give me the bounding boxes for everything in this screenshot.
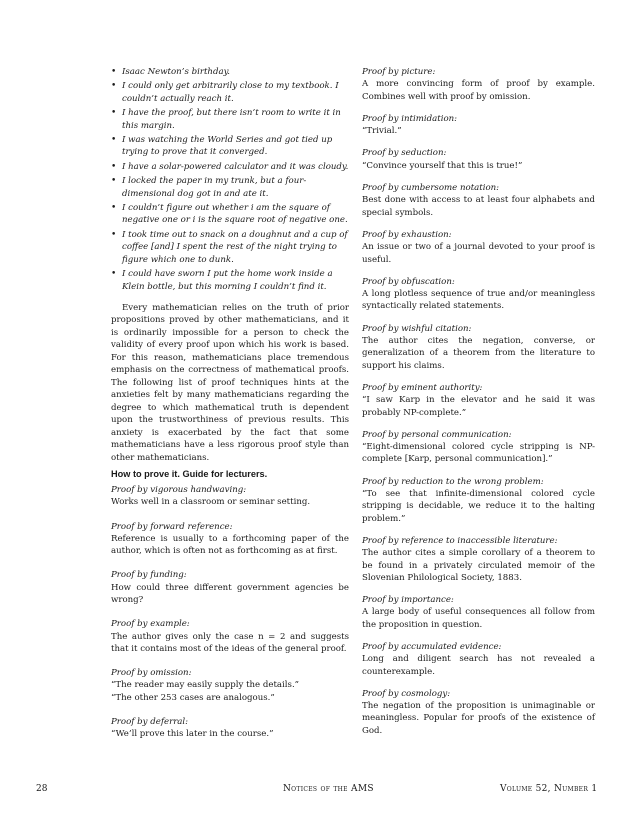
volume-info: Volume 52, Number 1	[500, 784, 598, 794]
proof-entry	[111, 569, 349, 606]
proof-name: Proof by exhaustion:	[362, 229, 452, 240]
proof-entry	[362, 182, 595, 219]
proof-entry	[362, 594, 595, 631]
proof-name: Proof by deferral:	[111, 717, 189, 728]
proof-description: “I saw Karp in the elevator and he said it was probably NP-complete.”	[362, 395, 595, 418]
proof-description: “Eight-dimensional colored cycle stripping is NP-complete [Karp, personal communication].”	[362, 442, 595, 465]
proof-name: Proof by seduction:	[362, 148, 447, 159]
proof-description: A long plotless sequence of true and/or meaningless syntactically related statements.	[362, 289, 595, 312]
proof-name: Proof by forward reference:	[111, 521, 233, 532]
proof-description: A large body of useful consequences all follow from the proposition in question.	[362, 607, 595, 630]
proof-entry	[362, 429, 595, 466]
proof-entry	[362, 66, 595, 103]
proof-description: “The other 253 cases are analogous.”	[111, 692, 275, 703]
proof-entry	[111, 484, 349, 509]
proof-entry	[362, 323, 595, 372]
proof-description: Best done with access to at least four alphabets and special symbols.	[362, 195, 595, 218]
proof-description: “We’ll prove this later in the course.”	[111, 729, 274, 740]
excuse-list	[111, 66, 349, 293]
excuse-item: • I was watching the World Series and got tied up trying to prove that it converged.	[111, 134, 349, 159]
proof-entry	[111, 618, 349, 655]
proof-entry	[362, 382, 595, 419]
proof-description: An issue or two of a journal devoted to your proof is useful.	[362, 242, 595, 265]
proof-description: The author cites the negation, converse, or generalization of a theorem from the literature to support his claims.	[362, 336, 595, 371]
proof-entry	[362, 476, 595, 525]
proof-description: A more convincing form of proof by example. Combines well with proof by omission.	[362, 79, 595, 102]
proof-description: “To see that infinite-dimensional colored cycle stripping is decidable, we reduce it to the halting problem.”	[362, 489, 595, 524]
left-column	[111, 66, 349, 741]
proof-name: Proof by cosmology:	[362, 688, 451, 699]
excuse-item: • I locked the paper in my trunk, but a four-dimensional dog got in and ate it.	[111, 175, 349, 200]
proof-description: The author cites a simple corollary of a theorem to be found in a privately circulated memoir of the Slovenian Philological Society, 1883.	[362, 548, 595, 583]
page-number: 28	[36, 784, 48, 794]
excuse-item: • Isaac Newton’s birthday.	[111, 66, 349, 78]
right-column	[362, 66, 595, 737]
proof-description: The author gives only the case n = 2 and suggests that it contains most of the ideas of the general proof.	[111, 631, 349, 654]
proof-name: Proof by intimidation:	[362, 113, 458, 124]
proof-description: “Convince yourself that this is true!”	[362, 160, 523, 171]
proof-entry	[362, 113, 595, 138]
proof-description: “Trivial.”	[362, 126, 402, 137]
proof-description: Reference is usually to a forthcoming paper of the author, which is often not as forthcoming as at first.	[111, 533, 349, 557]
proof-name: Proof by accumulated evidence:	[362, 641, 502, 652]
excuse-item: • I took time out to snack on a doughnut and a cup of coffee [and] I spent the rest of the night trying to figure which one to dunk.	[111, 229, 349, 266]
proof-entry	[362, 688, 595, 737]
excuse-item: • I have the proof, but there isn’t room to write it in this margin.	[111, 107, 349, 132]
proof-entry	[362, 641, 595, 678]
proof-name: Proof by vigorous handwaving:	[111, 484, 247, 495]
proof-entry	[362, 535, 595, 584]
proof-name: Proof by omission:	[111, 668, 192, 679]
proof-entry	[111, 667, 349, 704]
proof-name: Proof by personal communication:	[362, 429, 512, 440]
proof-name: Proof by funding:	[111, 570, 187, 581]
proof-name: Proof by cumbersome notation:	[362, 183, 500, 194]
proof-name: Proof by obfuscation:	[362, 276, 455, 287]
proof-description: Works well in a classroom or seminar setting.	[111, 497, 311, 508]
excuse-item: • I have a solar-powered calculator and it was cloudy.	[111, 161, 349, 173]
proof-description: The negation of the proposition is unimaginable or meaningless. Popular for proofs of the existence of God.	[362, 701, 595, 736]
proof-description: How could three different government agencies be wrong?	[111, 582, 349, 605]
proof-description: Long and diligent search has not revealed a counterexample.	[362, 654, 595, 677]
proof-description: “The reader may easily supply the details.”	[111, 680, 300, 691]
proof-entry	[362, 276, 595, 313]
excuse-item: • I could only get arbitrarily close to my textbook. I couldn’t actually reach it.	[111, 80, 349, 105]
proof-name: Proof by picture:	[362, 67, 436, 77]
proof-name: Proof by eminent authority:	[362, 382, 483, 393]
proof-name: Proof by wishful citation:	[362, 323, 472, 334]
proof-entry	[111, 521, 349, 558]
proof-entry	[362, 229, 595, 266]
proof-name: Proof by example:	[111, 619, 190, 630]
proof-name: Proof by importance:	[362, 595, 454, 606]
section-heading: How to prove it. Guide for lecturers.	[111, 469, 268, 480]
intro-paragraph: Every mathematician relies on the truth of prior propositions proved by other mathematicians, and it is ordinarily impossible for a person to check the validity of every proof upon which his work is based. For this reason, mathematicians place tremendous emphasis on the correctness of mathematical proofs. The following list of proof techniques hints at the anxieties felt by many mathematicians regarding the degree to which mathematical truth is dependent upon the trustworthiness of previous results. This anxiety is exacerbated by the fact that some mathematicians have a less rigorous proof style than other mathematicians.	[111, 302, 349, 463]
excuse-item: • I could have sworn I put the home work inside a Klein bottle, but this morning I couldn’t find it.	[111, 268, 349, 293]
proof-name: Proof by reduction to the wrong problem:	[362, 476, 544, 487]
proof-entry	[111, 716, 349, 741]
excuse-item: • I couldn’t figure out whether i am the square of negative one or i is the square root of negative one.	[111, 202, 349, 227]
proof-name: Proof by reference to inaccessible literature:	[362, 535, 558, 546]
journal-name: Notices of the AMS	[283, 784, 374, 794]
proof-entry	[362, 147, 595, 172]
